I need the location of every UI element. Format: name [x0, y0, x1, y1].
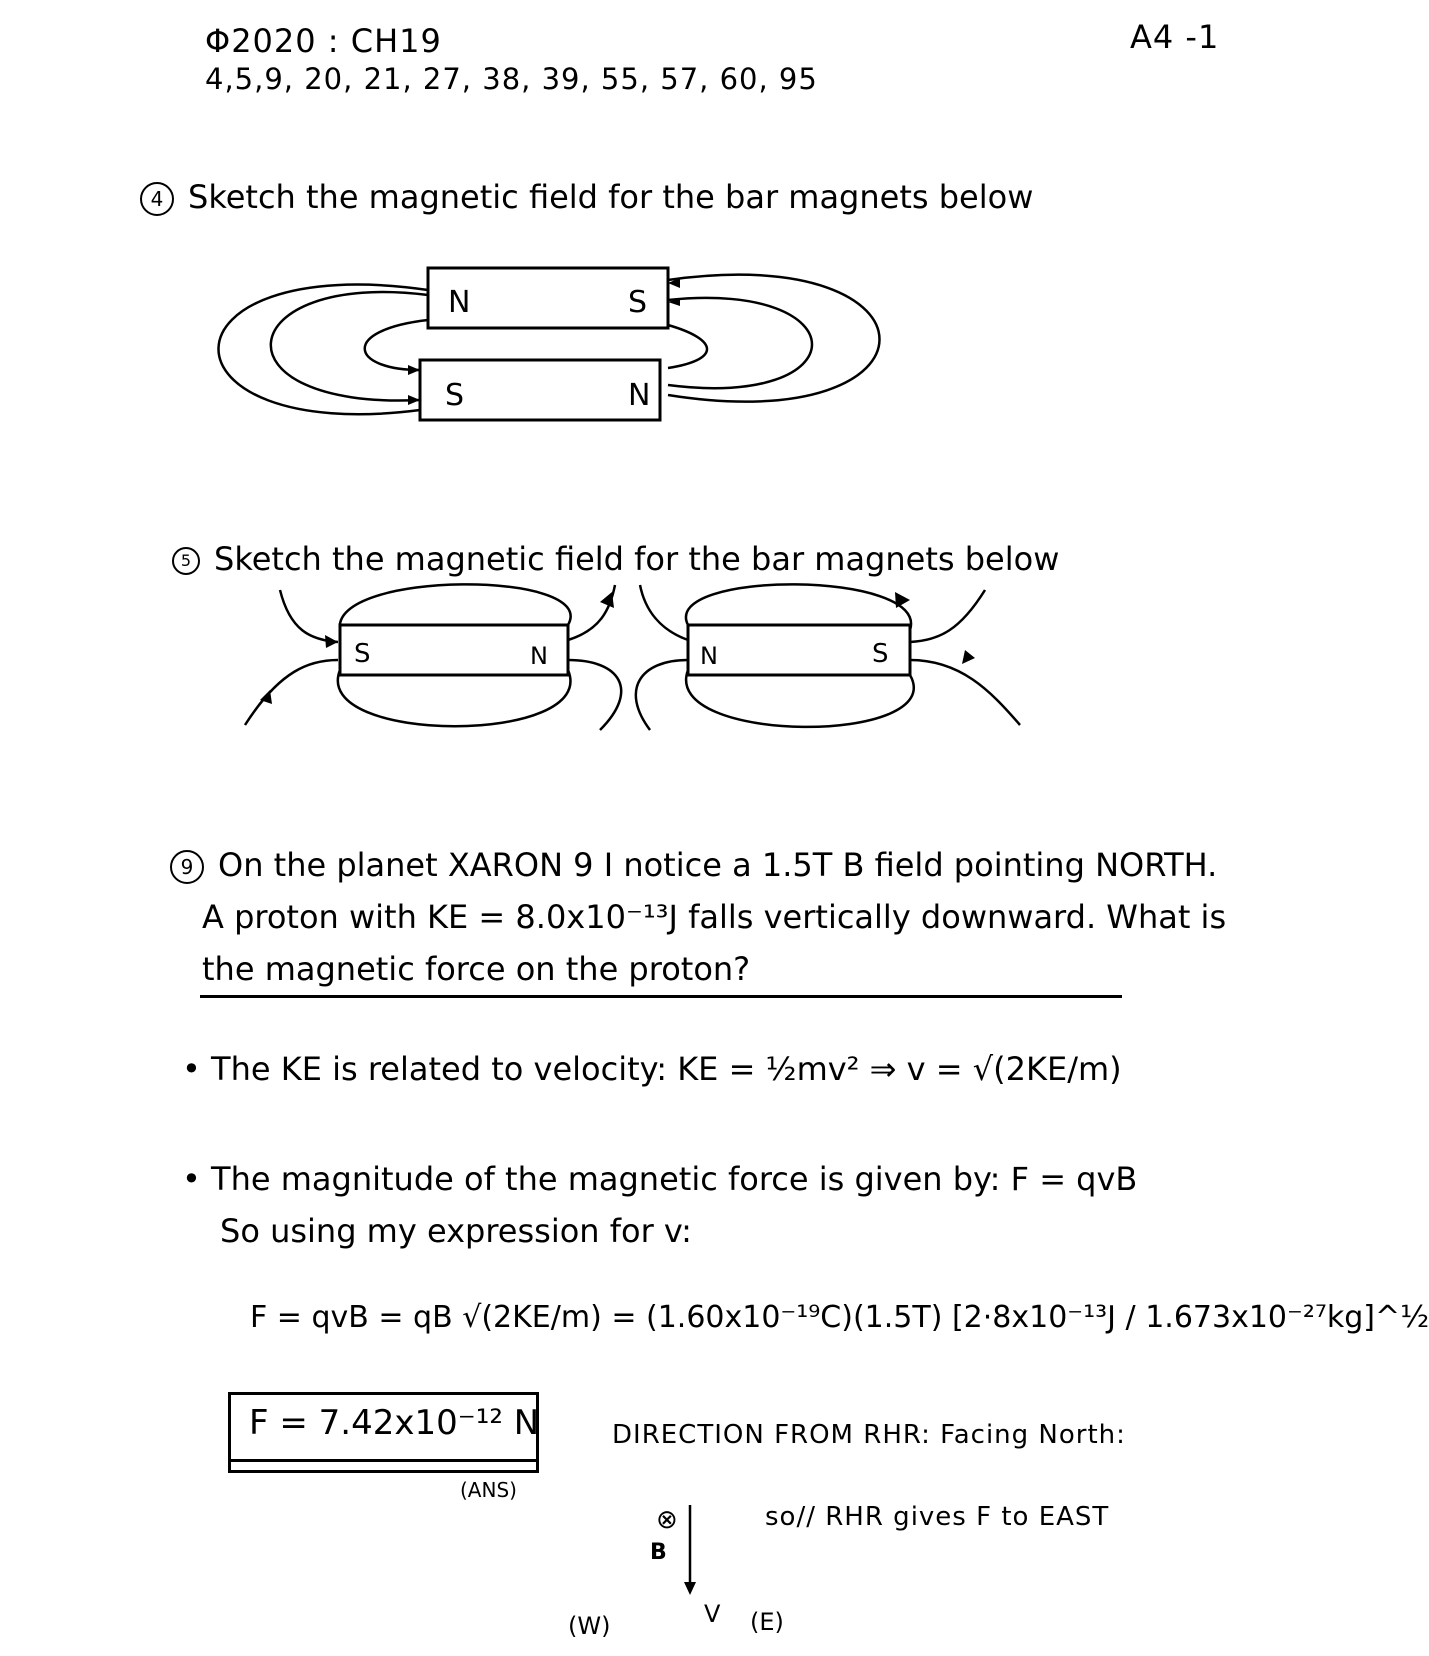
- field-line: [686, 670, 914, 727]
- field-line: [640, 585, 688, 640]
- q4-magnet-diagram: [0, 250, 1280, 450]
- answer-box: [228, 1392, 539, 1473]
- bottom-magnet-right-pole: N: [628, 378, 651, 413]
- direction-label: DIRECTION FROM RHR: Facing North:: [612, 1420, 1126, 1450]
- field-line: [245, 660, 338, 725]
- field-line: [218, 285, 428, 415]
- arrowhead: [325, 635, 338, 648]
- arrowhead: [962, 650, 975, 664]
- v-label: V: [704, 1600, 721, 1628]
- left-magnet-right-pole: N: [530, 642, 548, 670]
- right-magnet-right-pole: S: [872, 639, 889, 669]
- assigned-problems: 4,5,9, 20, 21, 27, 38, 39, 55, 57, 60, 95: [205, 62, 818, 96]
- field-line: [338, 670, 571, 726]
- field-line: [668, 298, 812, 388]
- direction-result: so// RHR gives F to EAST: [765, 1502, 1110, 1532]
- field-line: [910, 590, 985, 642]
- arrowhead: [600, 592, 614, 608]
- field-line: [686, 584, 911, 630]
- question-number-5: 5: [172, 547, 200, 575]
- divider-line: [200, 995, 1122, 998]
- left-magnet-left-pole: S: [354, 639, 371, 669]
- field-line: [568, 660, 621, 730]
- question-4-prompt: [140, 178, 1033, 216]
- velocity-arrowhead: [684, 1582, 696, 1595]
- east-label: (E): [750, 1608, 784, 1636]
- question-9-text-line1: On the planet XARON 9 I notice a 1.5T B field pointing NORTH.: [218, 846, 1218, 884]
- arrowhead: [408, 365, 420, 375]
- b-label: B: [650, 1540, 667, 1565]
- right-magnet-left-pole: N: [700, 642, 718, 670]
- question-number-9: 9: [170, 850, 204, 884]
- b-into-page-symbol: ⊗: [656, 1505, 678, 1535]
- course-header: Φ2020 : CH19: [205, 22, 442, 60]
- arrowhead: [408, 395, 420, 405]
- solution-step-1: • The KE is related to velocity: KE = ½mv² ⇒ v = √(2KE/m): [182, 1050, 1122, 1088]
- field-line: [568, 585, 615, 640]
- solution-step-2-line1: • The magnitude of the magnetic force is given by: F = qvB: [182, 1160, 1138, 1198]
- page-id: A4 -1: [1130, 18, 1220, 56]
- field-line: [280, 590, 338, 642]
- bottom-magnet-left-pole: S: [445, 378, 465, 413]
- q5-magnet-diagram: [0, 580, 1280, 760]
- field-line: [636, 660, 688, 730]
- west-label: (W): [568, 1612, 611, 1640]
- arrowhead: [895, 592, 910, 608]
- answer-box-inner-line: [231, 1459, 536, 1462]
- question-9-text-line3: the magnetic force on the proton?: [202, 950, 751, 988]
- question-9-line1: [170, 846, 1217, 884]
- field-line: [271, 292, 428, 401]
- question-5-prompt: [172, 540, 1059, 578]
- solution-step-2-line2: So using my expression for v:: [220, 1212, 692, 1250]
- field-line: [668, 325, 707, 368]
- field-line: [910, 660, 1020, 725]
- question-9-text-line2: A proton with KE = 8.0x10⁻¹³J falls vertically downward. What is: [202, 898, 1227, 936]
- field-line: [340, 584, 571, 630]
- answer-value: F = 7.42x10⁻¹² N: [249, 1403, 540, 1443]
- question-number-4: 4: [140, 182, 174, 216]
- top-magnet-left-pole: N: [448, 285, 471, 320]
- answer-tag: (ANS): [460, 1478, 517, 1502]
- force-equation: F = qvB = qB √(2KE/m) = (1.60x10⁻¹⁹C)(1.5T) [2·8x10⁻¹³J / 1.673x10⁻²⁷kg]^½: [250, 1300, 1429, 1335]
- top-magnet-right-pole: S: [628, 285, 648, 320]
- question-4-text: Sketch the magnetic field for the bar magnets below: [188, 178, 1034, 216]
- question-5-text: Sketch the magnetic field for the bar magnets below: [214, 540, 1060, 578]
